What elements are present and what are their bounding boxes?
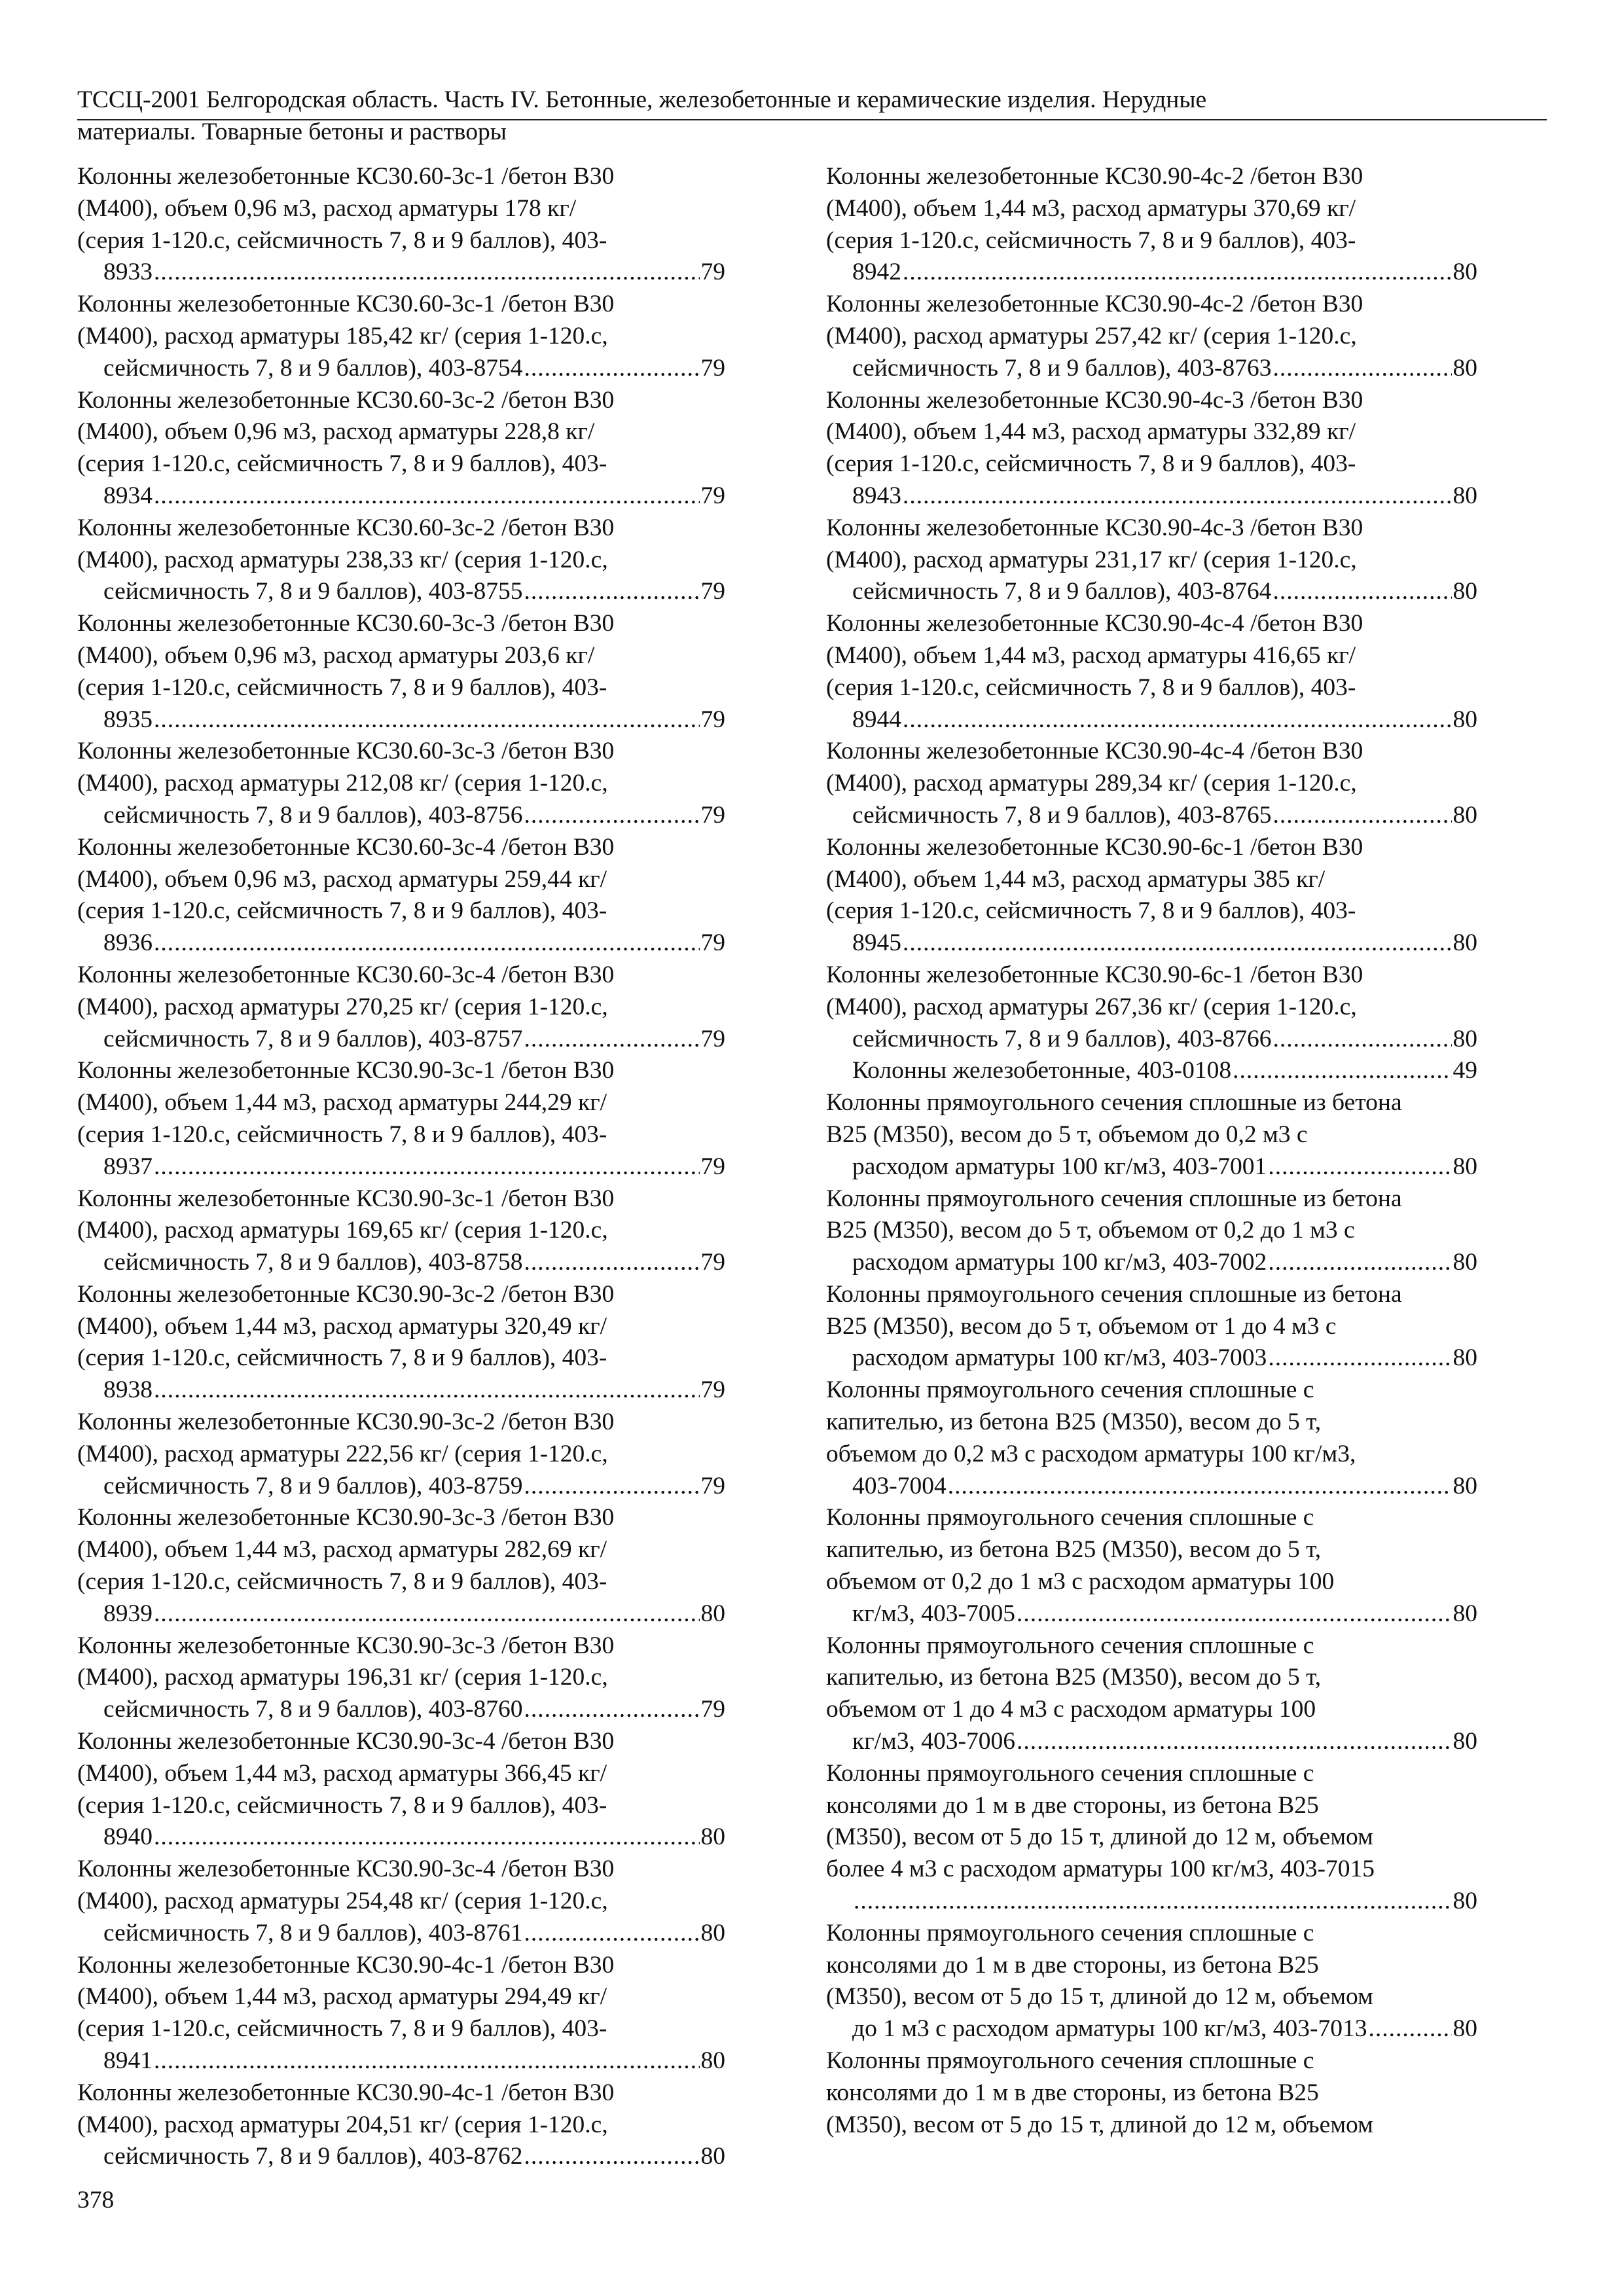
index-entry-last-line: [103, 1694, 725, 1726]
index-entry: [77, 832, 725, 960]
index-entry-line: (М400), расход арматуры 254,48 кг/ (серия 1-120.с,: [77, 1888, 608, 1915]
dot-leader: [1268, 1342, 1451, 1374]
dot-leader: [1017, 1726, 1452, 1758]
index-entry-page-ref: 79: [700, 578, 725, 605]
index-entry: [77, 736, 725, 831]
index-entry-page-ref: 79: [700, 801, 725, 829]
index-entry-page-ref: 79: [700, 929, 725, 957]
index-entry-last-line: [103, 1374, 725, 1407]
index-entry-last-line: [852, 704, 1477, 736]
index-entry-text: сейсмичность 7, 8 и 9 баллов), 403-8766: [852, 1025, 1272, 1052]
dot-leader: [154, 1374, 700, 1407]
index-entry-line: Колонны железобетонные КС30.90-3с-4 /бетон В30: [77, 1728, 615, 1755]
index-entry-last-line: [103, 480, 725, 512]
index-entry: [826, 1279, 1477, 1374]
dot-leader: [903, 927, 1452, 960]
dot-leader: [154, 927, 700, 960]
index-entry-page-ref: 80: [1453, 1472, 1477, 1499]
index-entry-line: Колонны железобетонные КС30.60-3с-4 /бетон В30: [77, 833, 615, 861]
index-entry-page-ref: 80: [1453, 259, 1477, 286]
dot-leader: [524, 800, 700, 832]
running-header-line-2: материалы. Товарные бетоны и растворы: [77, 118, 507, 145]
index-entry: [77, 1726, 725, 1854]
index-entry-line: (М400), объем 1,44 м3, расход арматуры 294,49 кг/: [77, 1983, 607, 2011]
index-entry-line: (М400), расход арматуры 267,36 кг/ (серия 1-120.с,: [826, 993, 1357, 1020]
index-entry-text: сейсмичность 7, 8 и 9 баллов), 403-8755: [103, 578, 523, 605]
index-entry-line: Колонны прямоугольного сечения сплошные с: [826, 1759, 1314, 1787]
index-entry-line: (серия 1-120.с, сейсмичность 7, 8 и 9 баллов), 403-: [77, 1791, 607, 1819]
index-entry-last-line: [852, 353, 1477, 385]
index-entry: [826, 1055, 1477, 1087]
index-entry-line: Колонны железобетонные КС30.90-6с-1 /бетон В30: [826, 833, 1363, 861]
index-entry-line: консолями до 1 м в две стороны, из бетона В25: [826, 2079, 1319, 2106]
dot-leader: [154, 257, 700, 289]
dot-leader: [524, 1694, 700, 1726]
index-entry-text: кг/м3, 403-7005: [852, 1600, 1015, 1627]
index-entry: [826, 1087, 1477, 1183]
index-entry-page-ref: 79: [700, 482, 725, 509]
dot-leader: [1273, 1024, 1452, 1056]
page-number: 378: [77, 2187, 115, 2214]
index-entry-line: (М400), объем 0,96 м3, расход арматуры 228,8 кг/: [77, 418, 595, 446]
index-entry-line: Колонны прямоугольного сечения сплошные с: [826, 1919, 1314, 1946]
index-entry-text: 403-7004: [852, 1472, 947, 1499]
index-entry-line: Колонны железобетонные КС30.90-4с-2 /бетон В30: [826, 291, 1363, 318]
index-entry: [77, 608, 725, 736]
index-entry-last-line: [852, 927, 1477, 960]
index-entry: [77, 161, 725, 289]
header-divider: [77, 119, 1547, 120]
index-entry-page-ref: 80: [1453, 1728, 1477, 1755]
index-entry-page-ref: 79: [700, 1153, 725, 1180]
dot-leader: [154, 1151, 700, 1183]
index-entry-text: Колонны железобетонные, 403-0108: [852, 1057, 1232, 1085]
index-entry-line: Колонны железобетонные КС30.90-3с-2 /бетон В30: [77, 1408, 615, 1436]
dot-leader: [1017, 1598, 1452, 1630]
index-entry-text: 8937: [103, 1153, 153, 1180]
index-entry: [77, 1279, 725, 1407]
index-entry: [77, 289, 725, 384]
index-entry-line: Колонны железобетонные КС30.90-4с-2 /бетон В30: [826, 163, 1363, 190]
index-entry-line: (серия 1-120.с, сейсмичность 7, 8 и 9 баллов), 403-: [77, 1568, 607, 1596]
index-entry-line: (М400), объем 0,96 м3, расход арматуры 203,6 кг/: [77, 641, 595, 669]
index-entry-line: более 4 м3 с расходом арматуры 100 кг/м3, 403-7015: [826, 1856, 1375, 1883]
index-entry: [826, 1183, 1477, 1279]
index-entry-page-ref: 80: [1453, 482, 1477, 509]
index-entry-text: сейсмичность 7, 8 и 9 баллов), 403-8762: [103, 2143, 523, 2170]
index-entry-text: сейсмичность 7, 8 и 9 баллов), 403-8763: [852, 354, 1272, 382]
index-entry: [826, 832, 1477, 960]
index-entry-line: (серия 1-120.с, сейсмичность 7, 8 и 9 баллов), 403-: [77, 897, 607, 925]
index-entry-last-line: [103, 704, 725, 736]
index-entry-line: (серия 1-120.с, сейсмичность 7, 8 и 9 баллов), 403-: [77, 1121, 607, 1148]
index-entry-last-line: [852, 257, 1477, 289]
index-entry-line: Колонны прямоугольного сечения сплошные из бетона: [826, 1089, 1402, 1117]
index-entry-line: (М400), объем 1,44 м3, расход арматуры 370,69 кг/: [826, 194, 1356, 222]
index-entry-last-line: [103, 1471, 725, 1503]
index-entry-page-ref: 80: [1453, 1600, 1477, 1627]
index-entry-text: сейсмичность 7, 8 и 9 баллов), 403-8764: [852, 578, 1272, 605]
index-entry-text: 8943: [852, 482, 901, 509]
dot-leader: [1273, 800, 1452, 832]
index-entry-line: (серия 1-120.с, сейсмичность 7, 8 и 9 баллов), 403-: [826, 450, 1356, 478]
index-entry-line: Колонны прямоугольного сечения сплошные с: [826, 1376, 1314, 1404]
index-entry-line: (М400), объем 1,44 м3, расход арматуры 320,49 кг/: [77, 1312, 607, 1340]
index-entry-line: (М400), расход арматуры 196,31 кг/ (серия 1-120.с,: [77, 1664, 608, 1691]
index-entry-line: капителью, из бетона В25 (М350), весом до 5 т,: [826, 1536, 1322, 1564]
index-entry: [826, 1502, 1477, 1630]
index-entry-text: сейсмичность 7, 8 и 9 баллов), 403-8757: [103, 1025, 523, 1052]
index-entry-page-ref: 80: [700, 1919, 725, 1946]
index-entry-line: Колонны прямоугольного сечения сплошные из бетона: [826, 1280, 1402, 1308]
index-entry-text: 8934: [103, 482, 153, 509]
index-entry-text: до 1 м3 с расходом арматуры 100 кг/м3, 403-7013: [852, 2015, 1367, 2043]
dot-leader: [154, 2045, 700, 2077]
index-entry-last-line: [103, 1024, 725, 1056]
index-entry-page-ref: 79: [700, 1025, 725, 1052]
dot-leader: [1273, 576, 1452, 608]
index-entry-line: Колонны прямоугольного сечения сплошные из бетона: [826, 1185, 1402, 1212]
index-entry-line: (М350), весом от 5 до 15 т, длиной до 12 м, объемом: [826, 1823, 1373, 1851]
index-entry-line: объемом от 1 до 4 м3 с расходом арматуры 100: [826, 1696, 1316, 1723]
index-entry: [826, 1630, 1477, 1758]
index-entry-text: расходом арматуры 100 кг/м3, 403-7002: [852, 1249, 1267, 1276]
index-entry-line: Колонны прямоугольного сечения сплошные с: [826, 2047, 1314, 2075]
index-entry-line: (М400), расход арматуры 212,08 кг/ (серия 1-120.с,: [77, 770, 608, 797]
index-entry-last-line: [852, 2013, 1477, 2045]
dot-leader: [524, 1918, 700, 1950]
dot-leader: [1268, 1247, 1451, 1279]
index-entry-line: Колонны железобетонные КС30.90-3с-1 /бетон В30: [77, 1057, 615, 1085]
dot-leader: [154, 480, 700, 512]
index-entry: [826, 289, 1477, 384]
index-entry-page-ref: 80: [700, 2047, 725, 2075]
index-entry-last-line: [103, 257, 725, 289]
index-entry-text: сейсмичность 7, 8 и 9 баллов), 403-8760: [103, 1696, 523, 1723]
dot-leader: [154, 704, 700, 736]
index-entry-last-line: [103, 1918, 725, 1950]
index-entry-line: (М400), объем 1,44 м3, расход арматуры 282,69 кг/: [77, 1536, 607, 1564]
index-entry-line: В25 (М350), весом до 5 т, объемом от 0,2 до 1 м3 с: [826, 1217, 1355, 1244]
index-entry: [77, 385, 725, 512]
dot-leader: [524, 353, 700, 385]
index-entry-page-ref: 79: [700, 1376, 725, 1404]
index-entry-text: 8945: [852, 929, 901, 957]
index-entry: [826, 385, 1477, 512]
index-entry-page-ref: 80: [1453, 578, 1477, 605]
index-column-right: [826, 161, 1477, 2141]
index-entry-line: (М400), объем 1,44 м3, расход арматуры 244,29 кг/: [77, 1089, 607, 1117]
index-entry-page-ref: 80: [1453, 1249, 1477, 1276]
index-entry-page-ref: 80: [1453, 354, 1477, 382]
running-header-line-1: ТССЦ-2001 Белгородская область. Часть IV. Бетонные, железобетонные и керамические изделия. Нерудные: [77, 86, 1207, 113]
index-entry-page-ref: 80: [1453, 1025, 1477, 1052]
index-entry-line: Колонны железобетонные КС30.60-3с-2 /бетон В30: [77, 514, 615, 541]
index-entry-line: (серия 1-120.с, сейсмичность 7, 8 и 9 баллов), 403-: [77, 2015, 607, 2043]
index-entry-text: 8936: [103, 929, 153, 957]
index-entry-line: (серия 1-120.с, сейсмичность 7, 8 и 9 баллов), 403-: [826, 897, 1356, 925]
index-entry-line: Колонны железобетонные КС30.90-3с-2 /бетон В30: [77, 1280, 615, 1308]
dot-leader: [524, 1247, 700, 1279]
index-entry-line: Колонны железобетонные КС30.60-3с-1 /бетон В30: [77, 291, 615, 318]
index-entry-line: (М400), расход арматуры 204,51 кг/ (серия 1-120.с,: [77, 2111, 608, 2138]
index-entry-line: (М400), объем 0,96 м3, расход арматуры 259,44 кг/: [77, 865, 607, 893]
index-entry-page-ref: 79: [700, 259, 725, 286]
dot-leader: [903, 704, 1452, 736]
index-entry-line: Колонны прямоугольного сечения сплошные с: [826, 1632, 1314, 1659]
index-entry-last-line: [103, 800, 725, 832]
index-entry-line: (М400), расход арматуры 257,42 кг/ (серия 1-120.с,: [826, 322, 1357, 350]
index-entry-line: (М400), расход арматуры 222,56 кг/ (серия 1-120.с,: [77, 1440, 608, 1467]
index-entry-last-line: [103, 1151, 725, 1183]
index-entry-line: (М400), расход арматуры 270,25 кг/ (серия 1-120.с,: [77, 993, 608, 1020]
index-entry-line: Колонны железобетонные КС30.90-3с-3 /бетон В30: [77, 1632, 615, 1659]
index-entry-page-ref: 80: [700, 2143, 725, 2170]
dot-leader: [524, 1024, 700, 1056]
dot-leader: [948, 1471, 1452, 1503]
index-entry-line: (М400), объем 1,44 м3, расход арматуры 385 кг/: [826, 865, 1326, 893]
index-entry-page-ref: 79: [700, 1249, 725, 1276]
index-entry-page-ref: 80: [1453, 801, 1477, 829]
index-entry-text: расходом арматуры 100 кг/м3, 403-7003: [852, 1344, 1267, 1372]
dot-leader: [154, 1598, 700, 1630]
dot-leader: [524, 2141, 700, 2173]
index-entry-line: Колонны железобетонные КС30.90-4с-1 /бетон В30: [77, 1951, 615, 1979]
index-entry-line: (М350), весом от 5 до 15 т, длиной до 12 м, объемом: [826, 2111, 1373, 2138]
index-entry-last-line: [852, 1886, 1477, 1918]
index-entry-last-line: [852, 1024, 1477, 1056]
dot-leader: [903, 480, 1452, 512]
dot-leader: [1233, 1055, 1451, 1087]
index-entry-last-line: [852, 800, 1477, 832]
index-entry-line: Колонны железобетонные КС30.90-4с-1 /бетон В30: [77, 2079, 615, 2106]
index-entry-line: объемом от 0,2 до 1 м3 с расходом арматуры 100: [826, 1568, 1335, 1596]
index-entry-line: Колонны прямоугольного сечения сплошные с: [826, 1504, 1314, 1532]
index-entry-text: сейсмичность 7, 8 и 9 баллов), 403-8761: [103, 1919, 523, 1946]
dot-leader: [854, 1886, 1452, 1918]
dot-leader: [154, 1821, 700, 1854]
index-entry-line: Колонны железобетонные КС30.90-4с-4 /бетон В30: [826, 610, 1363, 637]
index-entry: [77, 512, 725, 608]
index-entry-last-line: [852, 1726, 1477, 1758]
index-entry-line: капителью, из бетона В25 (М350), весом до 5 т,: [826, 1408, 1322, 1436]
index-entry-line: (М400), объем 1,44 м3, расход арматуры 366,45 кг/: [77, 1759, 607, 1787]
index-entry-line: (М400), расход арматуры 169,65 кг/ (серия 1-120.с,: [77, 1217, 608, 1244]
index-entry-page-ref: 79: [700, 706, 725, 733]
index-entry-line: В25 (М350), весом до 5 т, объемом до 0,2 м3 с: [826, 1121, 1308, 1148]
index-entry: [826, 1758, 1477, 1918]
index-entry-last-line: [103, 353, 725, 385]
index-entry: [826, 1918, 1477, 2045]
index-entry: [826, 608, 1477, 736]
index-entry-line: (серия 1-120.с, сейсмичность 7, 8 и 9 баллов), 403-: [77, 673, 607, 701]
index-entry-text: 8933: [103, 259, 153, 286]
index-entry-last-line: [103, 2045, 725, 2077]
index-entry-last-line: [852, 576, 1477, 608]
index-entry-page-ref: 80: [1453, 706, 1477, 733]
index-entry: [826, 736, 1477, 831]
index-entry-line: Колонны железобетонные КС30.90-4с-3 /бетон В30: [826, 514, 1363, 541]
index-entry-last-line: [103, 927, 725, 960]
index-entry: [77, 1407, 725, 1502]
index-entry-last-line: [103, 1247, 725, 1279]
index-entry-page-ref: 80: [1453, 1153, 1477, 1180]
index-entry-last-line: [852, 1151, 1477, 1183]
index-entry-line: (М400), расход арматуры 231,17 кг/ (серия 1-120.с,: [826, 546, 1357, 573]
index-entry-page-ref: 49: [1453, 1057, 1477, 1085]
index-entry: [77, 1854, 725, 1949]
index-column-left: [77, 161, 725, 2173]
index-entry-text: 8939: [103, 1600, 153, 1627]
index-entry-line: (М400), объем 1,44 м3, расход арматуры 416,65 кг/: [826, 641, 1356, 669]
index-entry-line: Колонны железобетонные КС30.60-3с-1 /бетон В30: [77, 163, 615, 190]
index-entry-line: (М400), объем 0,96 м3, расход арматуры 178 кг/: [77, 194, 577, 222]
index-entry-line: Колонны железобетонные КС30.90-4с-3 /бетон В30: [826, 386, 1363, 414]
dot-leader: [1273, 353, 1452, 385]
index-entry-page-ref: 79: [700, 354, 725, 382]
dot-leader: [524, 1471, 700, 1503]
index-entry-text: 8941: [103, 2047, 153, 2075]
dot-leader: [1369, 2013, 1452, 2045]
index-entry-page-ref: 80: [1453, 929, 1477, 957]
index-entry-text: сейсмичность 7, 8 и 9 баллов), 403-8765: [852, 801, 1272, 829]
index-entry: [826, 1374, 1477, 1502]
index-entry-text: 8942: [852, 259, 901, 286]
index-entry-page-ref: 80: [700, 1823, 725, 1851]
index-entry-line: (М400), расход арматуры 289,34 кг/ (серия 1-120.с,: [826, 770, 1357, 797]
index-entry-line: (серия 1-120.с, сейсмичность 7, 8 и 9 баллов), 403-: [826, 673, 1356, 701]
index-entry: [77, 1183, 725, 1279]
index-entry-line: Колонны железобетонные КС30.90-6с-1 /бетон В30: [826, 961, 1363, 988]
index-entry-line: Колонны железобетонные КС30.90-3с-1 /бетон В30: [77, 1185, 615, 1212]
index-entry: [826, 960, 1477, 1055]
index-entry-line: Колонны железобетонные КС30.90-4с-4 /бетон В30: [826, 738, 1363, 765]
index-entry-text: 8938: [103, 1376, 153, 1404]
index-entry: [826, 512, 1477, 608]
index-entry-line: консолями до 1 м в две стороны, из бетона В25: [826, 1791, 1319, 1819]
index-entry-last-line: [852, 1471, 1477, 1503]
dot-leader: [903, 257, 1452, 289]
index-entry: [77, 960, 725, 1055]
index-entry-last-line: [103, 2141, 725, 2173]
index-entry-line: Колонны железобетонные КС30.60-3с-3 /бетон В30: [77, 738, 615, 765]
index-entry-line: Колонны железобетонные КС30.90-3с-3 /бетон В30: [77, 1504, 615, 1532]
index-entry: [77, 2077, 725, 2173]
index-entry-last-line: [852, 1247, 1477, 1279]
index-entry-text: 8944: [852, 706, 901, 733]
index-entry: [77, 1502, 725, 1630]
index-entry-last-line: [852, 1055, 1477, 1087]
index-entry-text: сейсмичность 7, 8 и 9 баллов), 403-8754: [103, 354, 523, 382]
index-entry-page-ref: 80: [1453, 1344, 1477, 1372]
index-entry-text: сейсмичность 7, 8 и 9 баллов), 403-8758: [103, 1249, 523, 1276]
index-entry: [826, 2045, 1477, 2141]
index-entry-page-ref: 79: [700, 1472, 725, 1499]
index-entry-line: В25 (М350), весом до 5 т, объемом от 1 до 4 м3 с: [826, 1312, 1337, 1340]
index-entry-line: (М350), весом от 5 до 15 т, длиной до 12 м, объемом: [826, 1983, 1373, 2011]
index-entry-last-line: [103, 1821, 725, 1854]
index-entry-line: объемом до 0,2 м3 с расходом арматуры 100 кг/м3,: [826, 1440, 1356, 1467]
index-entry-last-line: [103, 1598, 725, 1630]
index-entry-page-ref: 80: [1453, 2015, 1477, 2043]
index-entry-text: 8940: [103, 1823, 153, 1851]
index-entry: [826, 161, 1477, 289]
index-entry: [77, 1055, 725, 1183]
index-entry-line: (серия 1-120.с, сейсмичность 7, 8 и 9 баллов), 403-: [77, 450, 607, 478]
index-entry-line: (М400), расход арматуры 185,42 кг/ (серия 1-120.с,: [77, 322, 608, 350]
index-entry-line: капителью, из бетона В25 (М350), весом до 5 т,: [826, 1664, 1322, 1691]
index-entry-text: кг/м3, 403-7006: [852, 1728, 1015, 1755]
index-entry-last-line: [852, 1342, 1477, 1374]
index-entry-line: Колонны железобетонные КС30.60-3с-3 /бетон В30: [77, 610, 615, 637]
dot-leader: [1268, 1151, 1451, 1183]
index-entry-last-line: [852, 1598, 1477, 1630]
index-entry-line: (серия 1-120.с, сейсмичность 7, 8 и 9 баллов), 403-: [826, 226, 1356, 254]
index-entry-text: расходом арматуры 100 кг/м3, 403-7001: [852, 1153, 1267, 1180]
index-entry-page-ref: 80: [700, 1600, 725, 1627]
running-header: [77, 84, 1547, 148]
index-entry-line: (М400), объем 1,44 м3, расход арматуры 332,89 кг/: [826, 418, 1356, 446]
index-entry-text: 8935: [103, 706, 153, 733]
index-entry-line: (М400), расход арматуры 238,33 кг/ (серия 1-120.с,: [77, 546, 608, 573]
index-entry-line: консолями до 1 м в две стороны, из бетона В25: [826, 1951, 1319, 1979]
index-entry-page-ref: 79: [700, 1696, 725, 1723]
index-entry: [77, 1950, 725, 2077]
index-entry-text: сейсмичность 7, 8 и 9 баллов), 403-8756: [103, 801, 523, 829]
dot-leader: [524, 576, 700, 608]
index-entry-line: (серия 1-120.с, сейсмичность 7, 8 и 9 баллов), 403-: [77, 226, 607, 254]
index-entry-last-line: [852, 480, 1477, 512]
index-entry: [77, 1630, 725, 1726]
index-entry-line: Колонны железобетонные КС30.60-3с-4 /бетон В30: [77, 961, 615, 988]
index-entry-line: Колонны железобетонные КС30.60-3с-2 /бетон В30: [77, 386, 615, 414]
index-entry-page-ref: 80: [1453, 1888, 1477, 1915]
index-entry-line: (серия 1-120.с, сейсмичность 7, 8 и 9 баллов), 403-: [77, 1344, 607, 1372]
index-entry-text: сейсмичность 7, 8 и 9 баллов), 403-8759: [103, 1472, 523, 1499]
index-entry-line: Колонны железобетонные КС30.90-3с-4 /бетон В30: [77, 1856, 615, 1883]
index-entry-last-line: [103, 576, 725, 608]
